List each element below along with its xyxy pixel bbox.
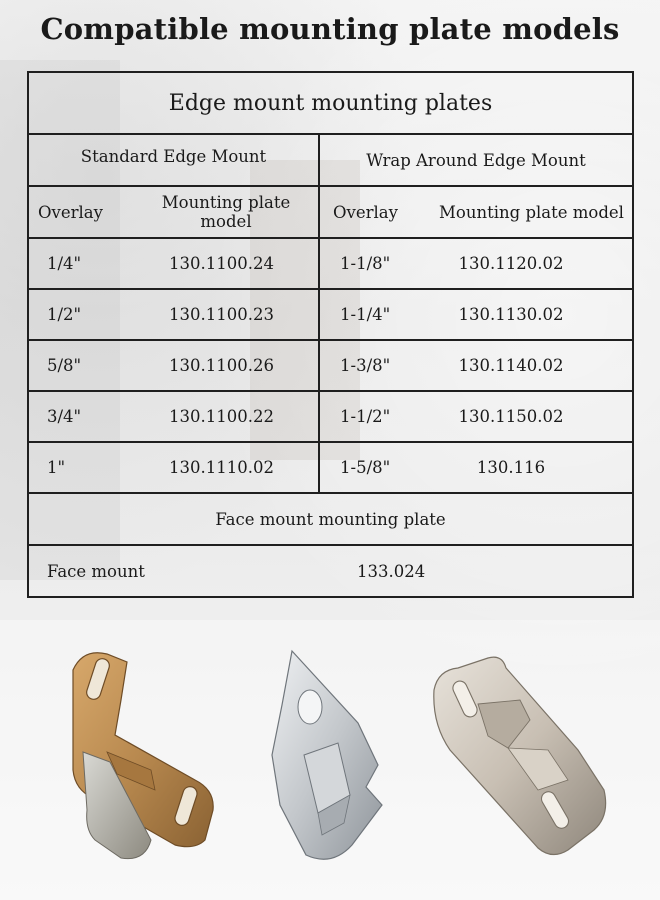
table-row (319, 238, 633, 289)
overlay-cell: 1-5/8" (340, 458, 391, 477)
overlay-column-header: Overlay (333, 202, 398, 222)
overlay-cell: 1" (47, 458, 66, 477)
model-cell: 130.1100.22 (169, 407, 274, 426)
model-cell: 130.1150.02 (458, 407, 564, 426)
standard-column-headers (28, 186, 319, 238)
nickel-mounting-plate-image (428, 640, 613, 865)
model-cell: 130.1100.23 (169, 305, 274, 324)
model-column-header: Mounting plate model (439, 202, 624, 222)
page-title: Compatible mounting plate models (40, 12, 620, 46)
overlay-cell: 1-3/8" (340, 356, 391, 375)
table-row (28, 442, 319, 493)
face-mount-label: Face mount (47, 561, 145, 581)
model-cell: 130.1130.02 (458, 305, 564, 324)
table-row (28, 391, 319, 442)
model-cell: 130.1100.26 (169, 356, 274, 375)
steel-mounting-plate-image (262, 645, 392, 870)
table-row (28, 238, 319, 289)
table-row (319, 442, 633, 493)
overlay-cell: 1/4" (47, 254, 82, 273)
overlay-cell: 1-1/2" (340, 407, 391, 426)
table-row (319, 289, 633, 340)
model-cell: 130.116 (476, 458, 546, 477)
overlay-column-header: Overlay (38, 202, 103, 222)
model-cell: 130.1140.02 (458, 356, 564, 375)
overlay-cell: 3/4" (47, 407, 82, 426)
bronze-mounting-plate-image (55, 640, 225, 865)
overlay-cell: 1-1/8" (340, 254, 391, 273)
wrap-column-headers (319, 186, 633, 238)
overlay-cell: 1-1/4" (340, 305, 391, 324)
table-row (28, 545, 633, 597)
standard-edge-heading: Standard Edge Mount (28, 134, 319, 186)
wrap-edge-heading: Wrap Around Edge Mount (319, 134, 633, 186)
model-column-header: Mounting plate model (161, 193, 291, 231)
model-cell: 130.1120.02 (458, 254, 564, 273)
table-row (319, 340, 633, 391)
overlay-cell: 5/8" (47, 356, 82, 375)
model-cell: 130.1110.02 (169, 458, 274, 477)
table-row (28, 289, 319, 340)
table-row (319, 391, 633, 442)
table-row (28, 340, 319, 391)
face-mount-model: 133.024 (357, 561, 426, 581)
face-section-title: Face mount mounting plate (28, 493, 633, 545)
edge-section-title: Edge mount mounting plates (28, 72, 633, 134)
overlay-cell: 1/2" (47, 305, 82, 324)
mounting-plate-table (27, 71, 634, 598)
model-cell: 130.1100.24 (169, 254, 274, 273)
